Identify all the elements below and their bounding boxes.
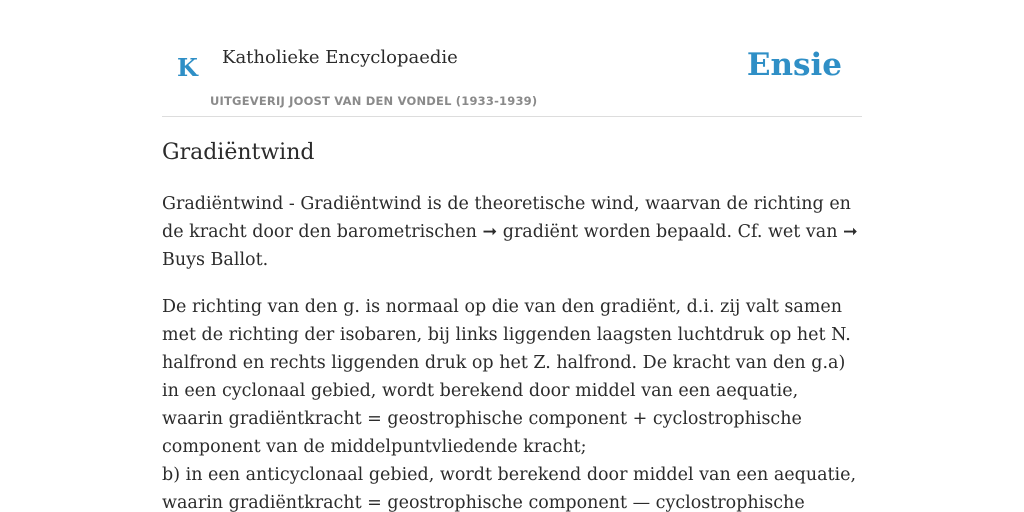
- article-paragraph-text: De richting van den g. is normaal op die van den gradiënt, d.i. zij valt samen met de richting der isobaren, bij links liggenden laagsten luchtdruk op het N. halfrond en rechts liggenden druk op het Z. halfrond. De kracht van den g.a) in een cyclonaal gebied, wordt berekend door middel van een aequatie, waarin gradiëntkracht = geostrophische component + cyclostrophische component van de middelpuntvliedende kracht;: [162, 296, 851, 457]
- site-header: [162, 0, 862, 117]
- page-title: Gradiëntwind: [162, 140, 315, 165]
- article: [162, 139, 862, 512]
- article-paragraph-text: b) in een anticyclonaal gebied, wordt berekend door middel van een aequatie, waarin gradiëntkracht = geostrophische component — cyclostrophische: [162, 464, 857, 512]
- publisher-label: UITGEVERIJ JOOST VAN DEN VONDEL (1933-1939): [210, 94, 538, 108]
- article-paragraph: [162, 293, 862, 512]
- article-paragraph: Gradiëntwind - Gradiëntwind is de theoretische wind, waarvan de richting en de kracht door den barometrischen ➞ gradiënt worden bepaald. Cf. wet van ➞ Buys Ballot.: [162, 193, 858, 270]
- site-title[interactable]: Katholieke Encyclopaedie: [222, 47, 458, 68]
- logo-icon[interactable]: K: [177, 53, 198, 82]
- brand-logo[interactable]: Ensie: [746, 47, 842, 83]
